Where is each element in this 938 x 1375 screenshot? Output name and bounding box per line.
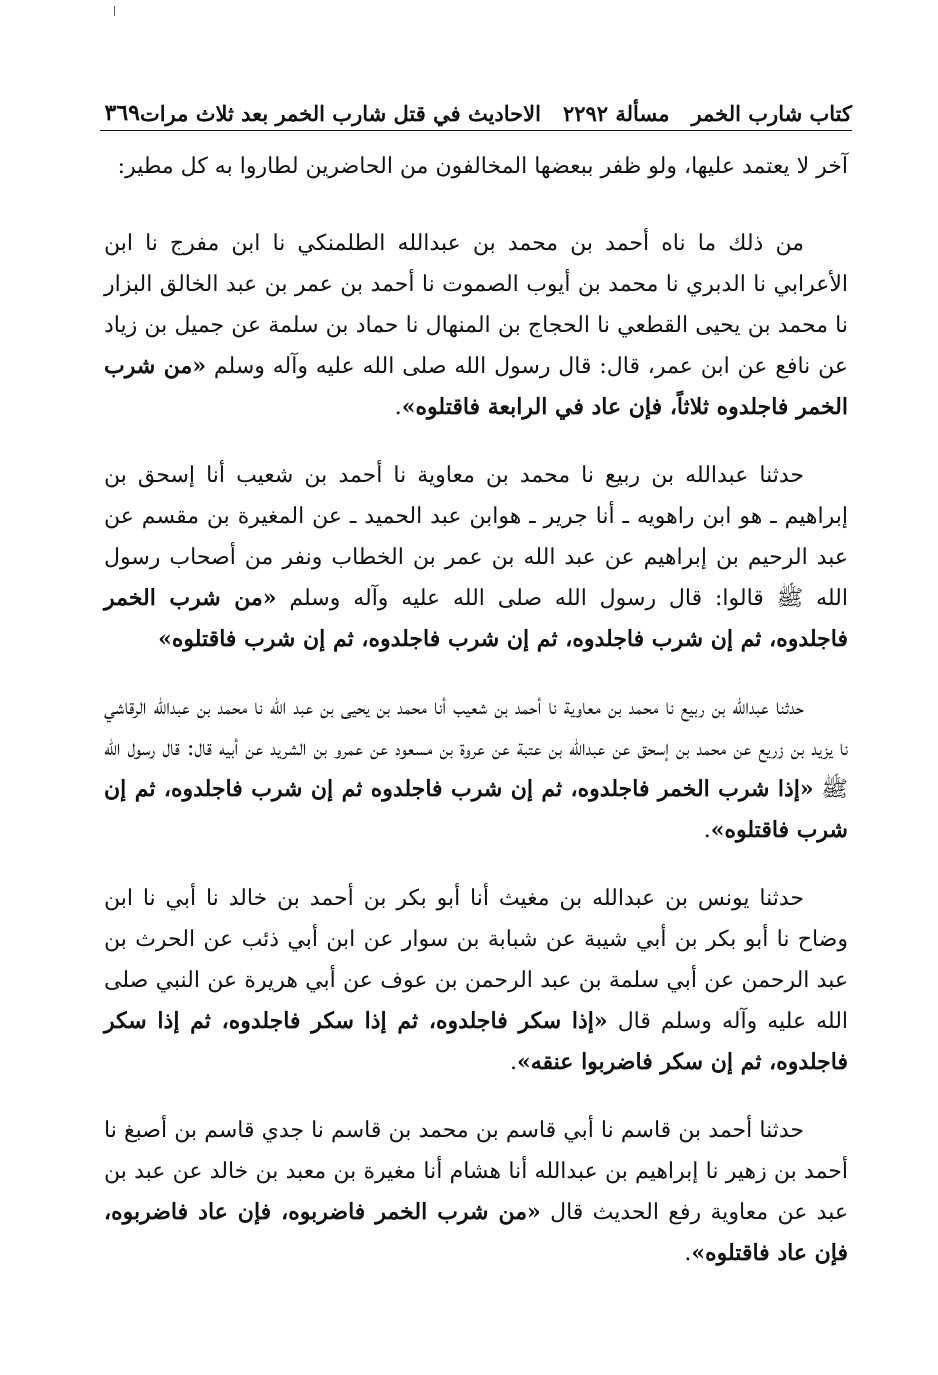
paragraph-hadith-5 [104, 1110, 848, 1274]
hadith-text: «من شرب الخمر فاضربوه، فإن عاد فاضربوه، فإن عاد فاقتلوه» [104, 1199, 848, 1266]
header-rule [100, 130, 852, 131]
paragraph-hadith-3 [104, 687, 848, 851]
section-title: الاحاديث في قتل شارب الخمر بعد ثلاث مرات [139, 101, 541, 126]
isnad-text: حدثنا يونس بن عبدالله بن مغيث أنا أبو بكر بن أحمد بن خالد نا أبي نا ابن وضاح نا أبو بكر بن أبي شيبة عن شبابة بن سوار عن ابن أبي ذئب عن الحرث بن عبد الرحمن عن أبي سلمة بن عبد الرحمن بن عوف عن أبي هريرة عن النبي صلى الله عليه وآله وسلم قال [104, 886, 849, 1034]
header-titles [140, 101, 852, 126]
paragraph-hadith-4 [104, 878, 848, 1083]
paragraph-tail: . [703, 818, 711, 843]
hadith-text: «إذا شرب الخمر فاجلدوه، ثم إن شرب فاجلدوه ثم إن شرب فاجلدوه، ثم إن شرب فاقتلوه» [104, 776, 848, 843]
isnad-text: حدثنا عبدالله بن ربيع نا محمد بن معاوية نا أحمد بن شعيب أنا محمد بن يحيى بن عبد الله نا محمد بن عبدالله الرقاشي نا يزيد بن زريع عن محمد بن إسحق عن عبدالله بن عتبة عن عروة بن مسعود عن عمرو بن الشريد عن أبيه قال: قال رسول الله ﷺ [104, 695, 848, 802]
scan-mark [114, 6, 115, 16]
issue-number: مسألة ٢٢٩٢ [562, 101, 670, 126]
isnad-text: من ذلك ما ناه أحمد بن محمد بن عبدالله الطلمنكي نا ابن مفرج نا ابن الأعرابي نا الدبري نا محمد بن أيوب الصموت نا أحمد بن عمر بن عبد الخالق البزار نا محمد بن يحيى القطعي نا الحجاج بن المنهال نا حماد بن سلمة عن جميل بن زياد عن نافع عن ابن عمر، قال: قال رسول الله صلى الله عليه وآله وسلم [104, 231, 848, 379]
paragraph-text: آخر لا يعتمد عليها، ولو ظفر ببعضها المخالفون من الحاضرين لطاروا به كل مطير: [117, 154, 848, 179]
book-title: كتاب شارب الخمر [691, 101, 852, 126]
hadith-text: «من شرب الخمر فاجلدوه، ثم إن شرب فاجلدوه، ثم إن شرب فاجلدوه، ثم إن شرب فاقتلوه» [104, 585, 848, 652]
paragraph-tail: . [684, 1241, 692, 1266]
isnad-text: حدثنا عبدالله بن ربيع نا محمد بن معاوية نا أحمد بن شعيب أنا إسحق بن إبراهيم ـ هو ابن راهويه ـ أنا جرير ـ هوابن عبد الحميد ـ عن المغيرة بن مقسم عن عبد الرحيم بن إبراهيم عن عبد الله بن عمر بن الخطاب ونفر من أصحاب رسول الله ﷺ قالوا: قال رسول الله صلى الله عليه وآله وسلم [104, 463, 848, 611]
page-number: ٣٦٩ [104, 100, 140, 126]
paragraph-intro [104, 146, 848, 187]
paragraph-hadith-1 [104, 223, 848, 428]
running-header [100, 86, 852, 126]
isnad-text: حدثنا أحمد بن قاسم نا أبي قاسم بن محمد بن قاسم نا جدي قاسم بن أصبغ نا أحمد بن زهير نا إبراهيم بن عبدالله أنا هشام أنا مغيرة بن معبد بن خالد عن عبد بن عبد عن معاوية رفع الحديث قال [104, 1118, 848, 1225]
paragraph-tail: . [394, 395, 402, 420]
paragraph-tail: . [509, 1050, 517, 1075]
paragraph-hadith-2 [104, 455, 848, 660]
hadith-text: «من شرب الخمر فاجلدوه ثلاثاً، فإن عاد في الرابعة فاقتلوه» [104, 353, 848, 420]
body-text [104, 146, 848, 1301]
hadith-text: «إذا سكر فاجلدوه، ثم إذا سكر فاجلدوه، ثم إذا سكر فاجلدوه، ثم إن سكر فاضربوا عنقه» [104, 1008, 848, 1075]
